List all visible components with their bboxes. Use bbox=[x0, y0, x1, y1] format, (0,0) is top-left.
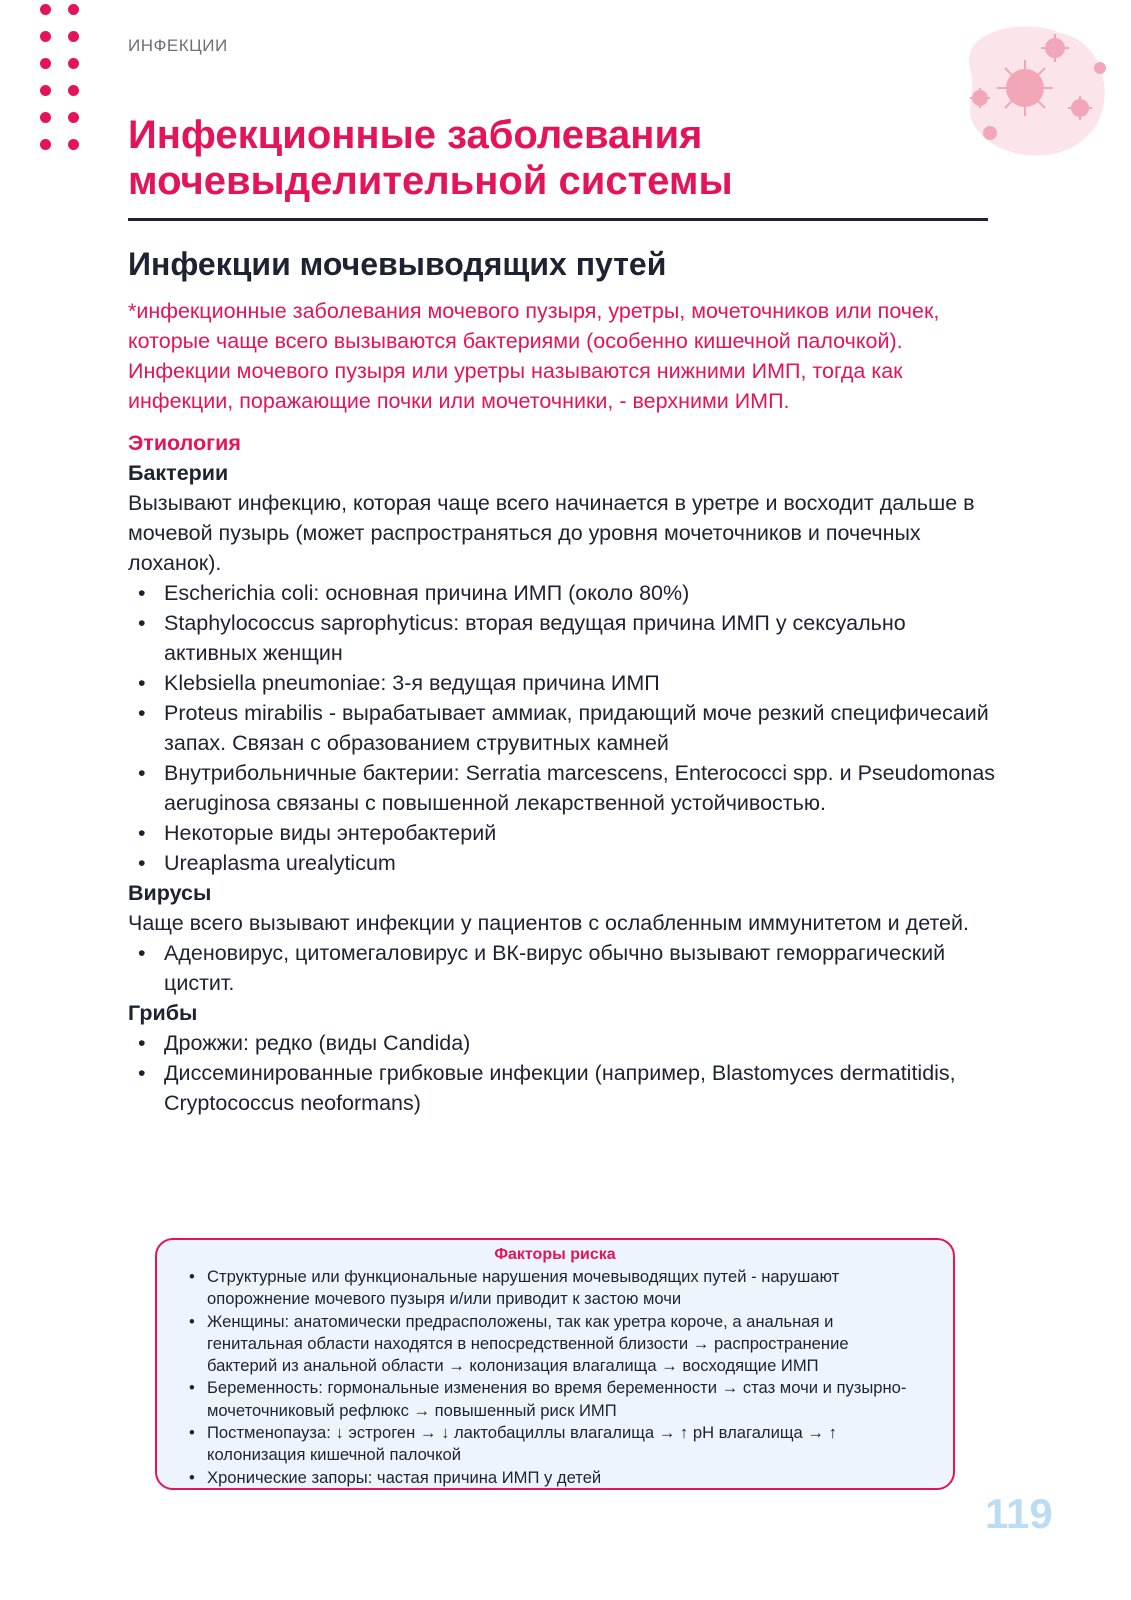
section-label: ИНФЕКЦИИ bbox=[128, 36, 228, 55]
list-item: • Staphylococcus saprophyticus: вторая ведущая причина ИМП у сексуально активных женщин bbox=[164, 608, 998, 668]
bacteria-list bbox=[128, 578, 998, 878]
fungi-list bbox=[128, 1028, 998, 1118]
list-item: • Ureaplasma urealyticum bbox=[164, 848, 998, 878]
viruses-list bbox=[128, 938, 998, 998]
viruses-text: Чаще всего вызывают инфекции у пациентов с ослабленным иммунитетом и детей. bbox=[128, 911, 969, 935]
main-content bbox=[128, 296, 998, 1118]
section-subtitle: Инфекции мочевыводящих путей bbox=[128, 246, 667, 282]
risk-factors-list bbox=[187, 1266, 923, 1489]
list-item: • Некоторые виды энтеробактерий bbox=[164, 818, 998, 848]
etiology-heading: Этиология bbox=[128, 431, 241, 455]
list-item: • Женщины: анатомически предрасположены, так как уретра короче, а анальная и генитальная области находятся в непосредственной близости → распространение бактерий из анальной области → колонизация влагалища → восходящие ИМП bbox=[207, 1311, 923, 1378]
page-title-line2: мочевыделительной системы bbox=[128, 159, 733, 203]
risk-factors-title: Факторы риска bbox=[494, 1246, 616, 1263]
list-item: • Klebsiella pneumoniae: 3-я ведущая причина ИМП bbox=[164, 668, 998, 698]
page-title-line1: Инфекционные заболевания bbox=[128, 113, 703, 157]
fungi-heading: Грибы bbox=[128, 1001, 198, 1025]
page-title bbox=[128, 112, 978, 204]
bacteria-text: Вызывают инфекцию, которая чаще всего начинается в уретре и восходит дальше в мочевой пузырь (может распространяться до уровня мочеточников и почечных лоханок). bbox=[128, 491, 975, 575]
list-item: • Структурные или функциональные нарушения мочевыводящих путей - нарушают опорожнение мочевого пузыря и/или приводит к застою мочи bbox=[207, 1266, 923, 1311]
risk-factors-box bbox=[155, 1238, 955, 1490]
list-item: • Постменопауза: ↓ эстроген → ↓ лактобациллы влагалища → ↑ pH влагалища → ↑ колонизация кишечной палочкой bbox=[207, 1422, 923, 1467]
list-item: • Escherichia coli: основная причина ИМП (около 80%) bbox=[164, 578, 998, 608]
list-item: • Proteus mirabilis - вырабатывает аммиак, придающий моче резкий специфичесаий запах. Связан с образованием струвитных камней bbox=[164, 698, 998, 758]
list-item: • Дрожжи: редко (виды Candida) bbox=[164, 1028, 998, 1058]
list-item: • Аденовирус, цитомегаловирус и ВК-вирус обычно вызывают геморрагический цистит. bbox=[164, 938, 998, 998]
page-number: 119 bbox=[985, 1490, 1053, 1537]
title-divider bbox=[128, 218, 988, 221]
list-item: • Диссеминированные грибковые инфекции (например, Blastomyces dermatitidis, Cryptococcus neoformans) bbox=[164, 1058, 998, 1118]
list-item: • Внутрибольничные бактерии: Serratia marcescens, Enterococci spp. и Pseudomonas aeruginosa связаны с повышенной лекарственной устойчивостью. bbox=[164, 758, 998, 818]
decorative-dots bbox=[40, 0, 90, 150]
list-item: • Беременность: гормональные изменения во время беременности → стаз мочи и пузырно-мочеточниковый рефлюкс → повышенный риск ИМП bbox=[207, 1377, 923, 1422]
viruses-heading: Вирусы bbox=[128, 881, 212, 905]
bacteria-heading: Бактерии bbox=[128, 461, 229, 485]
list-item: • Хронические запоры: частая причина ИМП у детей bbox=[207, 1467, 923, 1489]
definition-text: *инфекционные заболевания мочевого пузыря, уретры, мочеточников или почек, которые чаще всего вызываются бактериями (особенно кишечной палочкой). Инфекции мочевого пузыря или уретры называются нижними ИМП, тогда как инфекции, поражающие почки или мочеточники, - верхними ИМП. bbox=[128, 299, 940, 413]
